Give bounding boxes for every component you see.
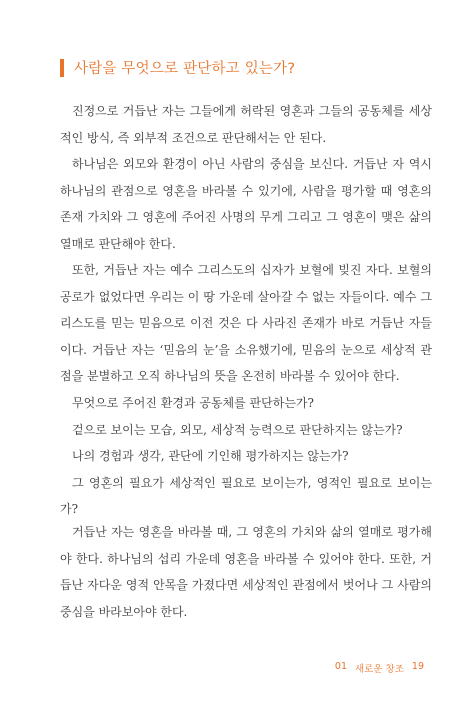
paragraph: 진정으로 거듭난 자는 그들에게 허락된 영혼과 그들의 공동체를 세상적인 방식, 즉 외부적 조건으로 판단해서는 안 된다.	[60, 104, 432, 145]
section-heading	[60, 57, 295, 78]
closing-paragraph-block	[60, 519, 432, 625]
paragraph: 또한, 거듭난 자는 예수 그리스도의 십자가 보혈에 빚진 자다. 보혈의 공로가 없었다면 우리는 이 땅 가운데 살아갈 수 없는 자들이다. 예수 그리스도를 믿는 믿음으로 이전 것은 다 사라진 존재가 바로 거듭난 자들이다. 거듭난 자는 ‘믿음의 눈’을 소유했기에, 믿음의 눈으로 세상적 관점을 분별하고 오직 하나님의 뜻을 온전히 바라볼 수 있어야 한다.	[60, 263, 432, 383]
chapter-number: 01	[334, 661, 347, 672]
heading-accent-bar	[60, 59, 64, 77]
question-item: 나의 경험과 생각, 관단에 기인해 평가하지는 않는가?	[72, 449, 349, 463]
body-paragraphs	[60, 98, 432, 390]
question-item: 겉으로 보이는 모습, 외모, 세상적 능력으로 판단하지는 않는가?	[72, 422, 403, 437]
question-item: 그 영혼의 필요가 세상적인 필요로 보이는가, 영적인 필요로 보이는가?	[60, 475, 432, 516]
question-item: 무엇으로 주어진 환경과 공동체를 판단하는가?	[72, 396, 314, 410]
page-number: 19	[411, 661, 424, 672]
page-footer	[335, 661, 424, 675]
chapter-title: 새로운 창조	[355, 664, 404, 675]
reflection-questions	[60, 390, 432, 523]
closing-paragraph: 거듭난 자는 영혼을 바라볼 때, 그 영혼의 가치와 삶의 열매로 평가해야 한다. 하나님의 섭리 가운데 영혼을 바라볼 수 있어야 한다. 또한, 거듭난 자다운 영적 안목을 가졌다면 세상적인 관점에서 벗어나 그 사람의 중심을 바라보아야 한다.	[60, 525, 432, 619]
heading-title: 사람을 무엇으로 판단하고 있는가?	[74, 61, 296, 77]
paragraph: 하나님은 외모와 환경이 아닌 사람의 중심을 보신다. 거듭난 자 역시 하나님의 관점으로 영혼을 바라볼 수 있기에, 사람을 평가할 때 영혼의 존재 가치와 그 영혼에 주어진 사명의 무게 그리고 그 영혼이 맺은 삶의 열매로 판단해야 한다.	[60, 157, 432, 251]
